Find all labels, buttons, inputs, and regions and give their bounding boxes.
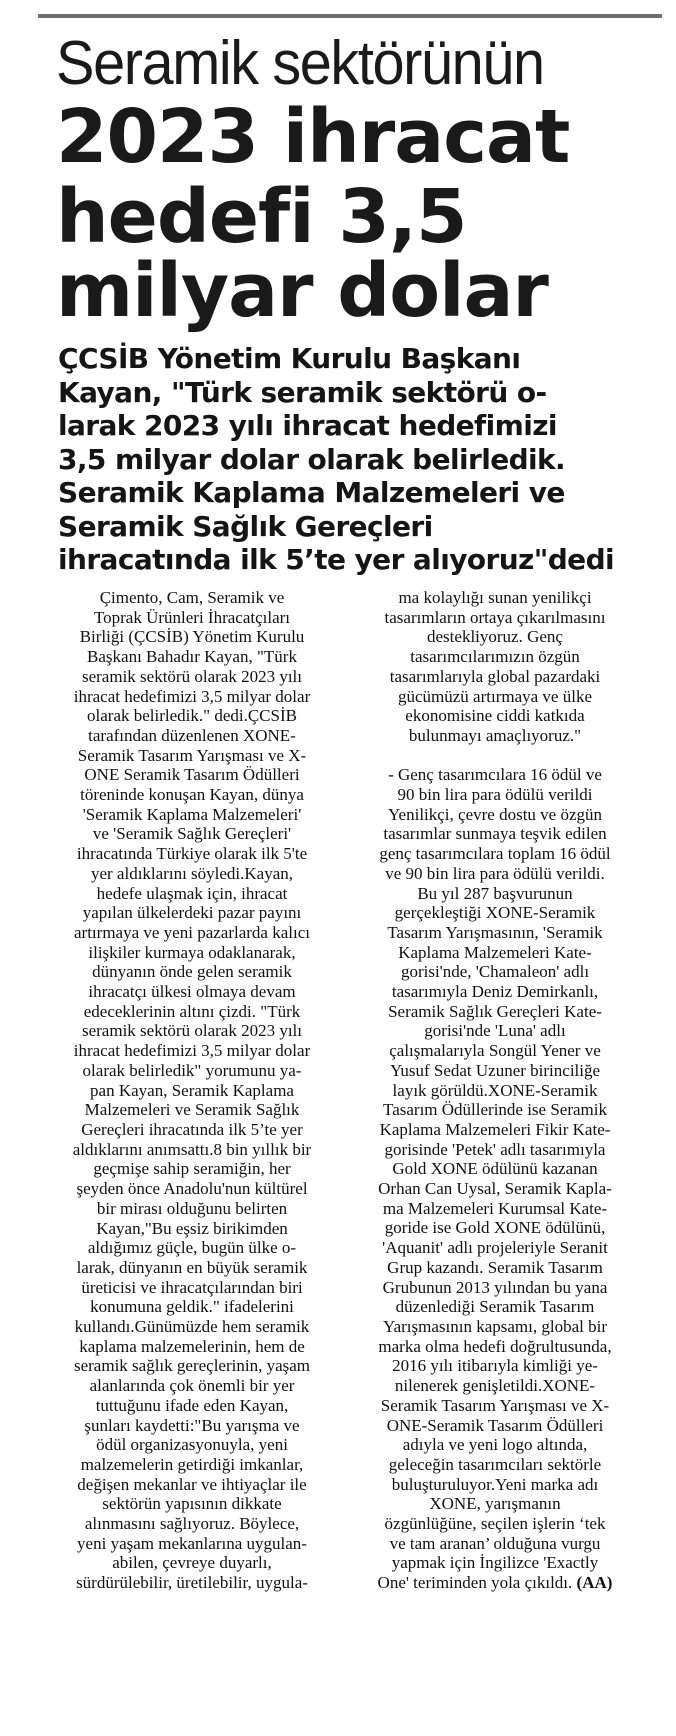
body-line: gorisi'nde 'Luna' adlı — [424, 1021, 566, 1041]
body-line: Kaplama Malzemeleri Fikir Kate- — [379, 1119, 611, 1139]
deck-line: Seramik Sağlık Gereçleri — [58, 509, 433, 543]
headline-line-4: milyar dolar — [56, 248, 548, 334]
deck-line: Kayan, "Türk seramik sektörü o- — [58, 375, 547, 409]
body-column-right — [345, 588, 645, 1593]
body-line: düzenlediği Seramik Tasarım — [395, 1297, 595, 1317]
body-line: üreticisi ve ihracatçılarından biri — [81, 1277, 303, 1297]
body-line: gorisi'nde, 'Chamaleon' adlı — [400, 962, 590, 982]
body-line: marka olma hedefi doğrultusunda, — [378, 1336, 612, 1356]
body-line: özgünlüğüne, seçilen işlerin ‘tek — [384, 1514, 606, 1534]
deck-summary — [58, 342, 668, 577]
body-line: olarak belirledik" yorumunu ya- — [82, 1060, 302, 1080]
body-line: Seramik Sağlık Gereçleri Kate- — [388, 1001, 602, 1021]
body-line: Toprak Ürünleri İhracatçıları — [93, 607, 291, 627]
body-line: XONE, yarışmanın — [429, 1494, 561, 1514]
body-line: Seramik Tasarım Yarışması ve X- — [380, 1395, 610, 1415]
deck-line: ÇCSİB Yönetim Kurulu Başkanı — [58, 342, 521, 375]
body-line: Yarışmasının kapsamı, global bir — [383, 1317, 607, 1336]
body-line: ihracat hedefimizi 3,5 milyar dolar — [73, 686, 311, 706]
body-line: aldıklarını anımsattı.8 bin yıllık bir — [72, 1139, 312, 1159]
body-line: ihracat hedefimizi 3,5 milyar dolar — [73, 1041, 311, 1061]
body-line: tasarımlarıyla global pazardaki — [389, 666, 601, 686]
body-line: ve 'Seramik Sağlık Gereçleri' — [92, 824, 292, 844]
paragraph-gap — [345, 746, 645, 766]
last-line — [345, 1573, 645, 1593]
headline-line-3: hedefi 3,5 — [56, 174, 467, 260]
body-line: aldığımız güçle, bugün ülke o- — [87, 1238, 297, 1258]
body-line: tuttuğunu ifade eden Kayan, — [95, 1395, 289, 1415]
body-column-left — [62, 588, 322, 1593]
body-line: yer aldıklarını söyledi.Kayan, — [90, 863, 294, 883]
headline-line-2: 2023 ihracat — [56, 94, 570, 180]
body-line: ONE-Seramik Tasarım Ödülleri — [386, 1415, 604, 1435]
body-line: pan Kayan, Seramik Kaplama — [90, 1080, 294, 1100]
body-line: geleceğin tasarımcıları sektörle — [388, 1454, 602, 1474]
body-line: ödül organizasyonuyla, yeni — [96, 1435, 288, 1455]
body-line: Grup kazandı. Seramik Tasarım — [387, 1257, 603, 1277]
body-line: ihracatında Türkiye olarak ilk 5'te — [76, 844, 308, 864]
body-line: layık görüldü.XONE-Seramik — [392, 1080, 598, 1100]
body-line: 'Aquanit' adlı projeleriyle Seranit — [382, 1238, 608, 1258]
body-line: ilişkiler kurmaya odaklanarak, — [88, 942, 296, 962]
body-line: Kayan,"Bu eşsiz birikimden — [96, 1218, 288, 1238]
body-line: tasarımların ortaya çıkarılmasını — [384, 607, 606, 627]
body-line: şunları kaydetti:"Bu yarışma ve — [84, 1415, 300, 1435]
body-line: Tasarım Yarışmasının, 'Seramik — [387, 922, 603, 942]
body-line: seramik sektörü olarak 2023 yılı — [81, 666, 302, 686]
body-line: ONE Seramik Tasarım Ödülleri — [84, 765, 300, 785]
body-line: genç tasarımcılara toplam 16 ödül — [379, 844, 611, 864]
body-line: ma kolaylığı sunan yenilikçi — [398, 588, 592, 607]
body-line: ma Malzemeleri Kurumsal Kate- — [382, 1198, 608, 1218]
body-line: alanlarında çok önemli bir yer — [89, 1376, 295, 1396]
body-line: sektörün yapısının dikkate — [102, 1494, 282, 1514]
subhead-line: - Genç tasarımcılara 16 ödül ve — [388, 765, 602, 785]
headline-line-1: Seramik sektörünün — [56, 29, 544, 98]
body-line: adıyla ve yeni logo altında, — [402, 1435, 588, 1455]
body-line: Kaplama Malzemeleri Kate- — [398, 942, 592, 962]
body-line: seramik sektörü olarak 2023 yılı — [81, 1021, 302, 1041]
body-line: değişen mekanlar ve ihtiyaçlar ile — [77, 1474, 307, 1494]
body-line: 2016 yılı itibarıyla kimliği ye- — [392, 1356, 598, 1376]
deck-line: ihracatında ilk 5’te yer alıyoruz"dedi — [58, 543, 615, 576]
source-agency: (AA) — [576, 1573, 613, 1593]
body-line: çalışmalarıyla Songül Yener ve — [389, 1041, 601, 1061]
body-line: ihracatçı ülkesi olmaya devam — [88, 982, 296, 1002]
body-line: goride ise Gold XONE ödülünü, — [384, 1218, 606, 1238]
body-line: töreninde konuşan Kayan, dünya — [80, 785, 304, 805]
body-line: dünyanın önde gelen seramik — [92, 962, 292, 982]
body-line: Malzemeleri ve Seramik Sağlık — [84, 1100, 300, 1120]
body-line: sürdürülebilir, üretilebilir, uygula- — [76, 1573, 308, 1593]
body-line: alınmasını sağlıyoruz. Böylece, — [84, 1514, 300, 1534]
body-line: kaplama malzemelerinin, hem de — [79, 1336, 305, 1356]
body-line: konumuna geldik." ifadelerini — [90, 1297, 294, 1317]
body-line: artırmaya ve yeni pazarlarda kalıcı — [74, 922, 310, 942]
body-line: tarafından düzenlenen XONE- — [88, 725, 296, 745]
body-line: Çimento, Cam, Seramik ve — [99, 588, 285, 607]
body-line: gerçekleştiği XONE-Seramik — [394, 903, 596, 923]
body-line: gücümüzü artırmaya ve ülke — [397, 686, 592, 706]
top-rule — [38, 14, 662, 18]
body-line: Orhan Can Uysal, Seramik Kapla- — [378, 1179, 612, 1199]
deck-line: larak 2023 yılı ihracat hedefimizi — [58, 409, 557, 442]
body-line: hedefe ulaşmak için, ihracat — [96, 883, 288, 903]
body-line: nilenerek genişletildi.XONE- — [394, 1376, 596, 1396]
body-line: Bu yıl 287 başvurunun — [417, 883, 573, 903]
body-line: kullandı.Günümüzde hem seramik — [74, 1317, 310, 1337]
body-line: Yusuf Sedat Uzuner birinciliğe — [389, 1060, 601, 1080]
body-line: ve 90 bin lira para ödülü verildi. — [385, 863, 605, 883]
deck-line: Seramik Kaplama Malzemeleri ve — [58, 476, 565, 509]
body-line: gorisinde 'Petek' adlı tasarımıyla — [384, 1139, 606, 1159]
body-line: edeceklerinin altını çizdi. "Türk — [83, 1001, 301, 1021]
body-line: bir mirası olduğunu belirten — [96, 1198, 288, 1218]
body-line: destekliyoruz. Genç — [427, 627, 563, 647]
body-line: yeni yaşam mekanlarına uygulan- — [77, 1533, 307, 1553]
body-line: Tasarım Ödüllerinde ise Seramik — [383, 1100, 607, 1120]
body-line: 'Seramik Kaplama Malzemeleri' — [82, 804, 302, 824]
body-line: malzemelerin getirdiği imkanlar, — [80, 1454, 304, 1474]
body-line: Gold XONE ödülünü kazanan — [392, 1159, 598, 1179]
body-line: yapmak için İngilizce 'Exactly — [391, 1553, 599, 1573]
subhead-line: 90 bin lira para ödülü verildi — [397, 785, 593, 805]
body-line: tasarımcılarımızın özgün — [410, 647, 580, 667]
body-line: Grubunun 2013 yılından bu yana — [382, 1277, 608, 1297]
body-line: geçmişe sahip seramiğin, her — [93, 1159, 291, 1179]
body-line: şeyden önce Anadolu'nun kültürel — [76, 1179, 308, 1199]
body-line: Yenilikçi, çevre dostu ve özgün — [387, 804, 603, 824]
body-line: bulunmayı amaçlıyoruz." — [408, 725, 582, 745]
body-line: tasarımlar sunmaya teşvik edilen — [383, 824, 607, 844]
body-line: abilen, çevreye duyarlı, — [112, 1553, 272, 1573]
body-line: buluşturuluyor.Yeni marka adı — [391, 1474, 599, 1494]
body-line: Birliği (ÇCSİB) Yönetim Kurulu — [79, 627, 305, 647]
body-line: larak, dünyanın en büyük seramik — [76, 1257, 308, 1277]
last-line-text: One' teriminden yola çıkıldı. — [377, 1573, 573, 1593]
body-line: Gereçleri ihracatında ilk 5’te yer — [81, 1119, 303, 1139]
deck-line: 3,5 milyar dolar olarak belirledik. — [58, 442, 566, 476]
body-line: yapılan ülkelerdeki pazar payını — [82, 903, 302, 923]
body-line: Seramik Tasarım Yarışması ve X- — [77, 745, 307, 765]
body-line: Başkanı Bahadır Kayan, "Türk — [87, 647, 297, 667]
body-line: tasarımıyla Deniz Demirkanlı, — [391, 982, 599, 1002]
body-line: olarak belirledik." dedi.ÇCSİB — [87, 706, 297, 726]
body-line: seramik sağlık gereçlerinin, yaşam — [73, 1356, 311, 1376]
body-line: ve tam aranan’ olduğuna vurgu — [389, 1533, 601, 1553]
body-line: ekonomisine ciddi katkıda — [405, 706, 585, 726]
